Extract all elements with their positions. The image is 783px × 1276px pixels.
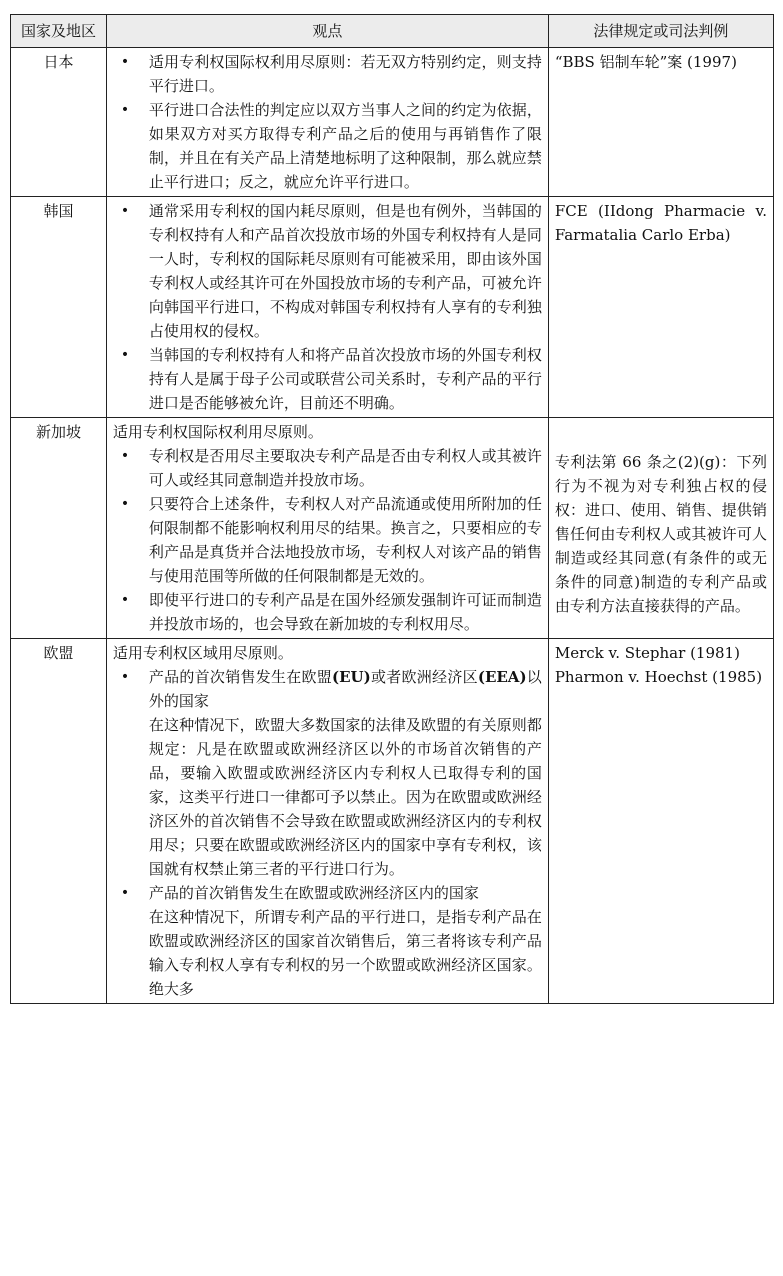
point-item bbox=[113, 199, 542, 343]
point-text: 在这种情况下，欧盟大多数国家的法律及欧盟的有关原则都规定：凡是在欧盟或欧洲经济区以外的市场首次销售的产品，要输入欧盟或欧洲经济区内专利权人已取得专利的国家，这类平行进口一律都可予以禁止。因为在欧盟或欧洲经济区外的首次销售不会导致在欧盟或欧洲经济区内的专利权用尽；只要在欧盟或欧洲经济区内的国家中享有专利权，该国就有权禁止第三者的平行进口行为。 bbox=[148, 716, 542, 878]
region-cell: 欧盟 bbox=[11, 639, 107, 1004]
point-item bbox=[113, 588, 542, 636]
header-law: 法律规定或司法判例 bbox=[548, 15, 773, 48]
table-row bbox=[11, 48, 774, 197]
law-text: Merck v. Stephar (1981) bbox=[554, 644, 740, 662]
point-title: 产品的首次销售发生在欧盟或欧洲经济区内的国家 bbox=[148, 884, 479, 902]
point-text: • 通常采用专利权的国内耗尽原则，但是也有例外，当韩国的专利权持有人和产品首次投放市场的外国专利权持有人是同一人时，专利权的国际耗尽原则有可能被采用，即由该外国专利权人或经其许可在外国投放市场的专利产品，可被允许向韩国平行进口，不构成对韩国专利权持有人享有的专利独占使用权的侵权。 bbox=[148, 202, 542, 340]
header-view: 观点 bbox=[106, 15, 548, 48]
point-list bbox=[113, 444, 542, 636]
point-text: • 平行进口合法性的判定应以双方当事人之间的约定为依据，如果双方对买方取得专利产品之后的使用与再销售作了限制，并且在有关产品上清楚地标明了这种限制，那么就应禁止平行进口；反之，就应允许平行进口。 bbox=[148, 101, 542, 191]
point-item bbox=[113, 444, 542, 492]
law-text: 专利法第 66 条之(2)(g)：下列行为不视为对专利独占权的侵权：进口、使用、销售、提供销售任何由专利权人或其被许可人制造或经其同意(有条件的或无条件的同意)制造的专利产品或由专利方法直接获得的产品。 bbox=[554, 453, 767, 615]
point-text: 在这种情况下，所谓专利产品的平行进口，是指专利产品在欧盟或欧洲经济区的国家首次销售后，第三者将该专利产品输入专利权人享有专利权的另一个欧盟或欧洲经济区国家。绝大多 bbox=[148, 908, 542, 998]
law-text: Pharmon v. Hoechst (1985) bbox=[554, 668, 763, 686]
law-text: “BBS 铝制车轮”案 (1997) bbox=[554, 53, 737, 71]
table-row bbox=[11, 197, 774, 418]
view-cell bbox=[106, 418, 548, 639]
point-text: • 当韩国的专利权持有人和将产品首次投放市场的外国专利权持有人是属于母子公司或联营公司关系时，专利产品的平行进口是否能够被允许，目前还不明确。 bbox=[148, 346, 542, 412]
point-item bbox=[113, 881, 542, 1001]
view-intro: 适用专利权区域用尽原则。 bbox=[112, 644, 293, 662]
point-text: • 专利权是否用尽主要取决专利产品是否由专利权人或其被许可人或经其同意制造并投放市场。 bbox=[148, 447, 542, 489]
view-intro: 适用专利权国际权利用尽原则。 bbox=[112, 423, 323, 441]
point-item bbox=[113, 492, 542, 588]
law-text: FCE (IIdong Pharmacie v. Farmatalia Carlo Erba) bbox=[554, 202, 767, 244]
law-cell bbox=[548, 418, 773, 639]
point-list bbox=[113, 50, 542, 194]
point-text: • 只要符合上述条件，专利权人对产品流通或使用所附加的任何限制都不能影响权利用尽的结果。换言之，只要相应的专利产品是真货并合法地投放市场，专利权人对该产品的销售与使用范围等所做的任何限制都是无效的。 bbox=[148, 495, 542, 585]
law-cell bbox=[548, 639, 773, 1004]
law-cell bbox=[548, 197, 773, 418]
point-item bbox=[113, 98, 542, 194]
point-item bbox=[113, 50, 542, 98]
point-list bbox=[113, 199, 542, 415]
region-cell: 韩国 bbox=[11, 197, 107, 418]
point-title: 产品的首次销售发生在欧盟(EU)或者欧洲经济区(EEA)以外的国家 bbox=[148, 668, 542, 710]
point-text: • 即使平行进口的专利产品是在国外经颁发强制许可证而制造并投放市场的，也会导致在新加坡的专利权用尽。 bbox=[148, 591, 542, 633]
header-row bbox=[11, 15, 774, 48]
policy-table bbox=[10, 14, 774, 1004]
header-region: 国家及地区 bbox=[11, 15, 107, 48]
point-item bbox=[113, 343, 542, 415]
view-cell bbox=[106, 639, 548, 1004]
law-cell bbox=[548, 48, 773, 197]
point-item bbox=[113, 665, 542, 881]
region-cell: 新加坡 bbox=[11, 418, 107, 639]
region-cell: 日本 bbox=[11, 48, 107, 197]
point-list bbox=[113, 665, 542, 1001]
table-row bbox=[11, 639, 774, 1004]
table-row bbox=[11, 418, 774, 639]
view-cell bbox=[106, 48, 548, 197]
point-text: • 适用专利权国际权利用尽原则：若无双方特别约定，则支持平行进口。 bbox=[148, 53, 542, 95]
view-cell bbox=[106, 197, 548, 418]
